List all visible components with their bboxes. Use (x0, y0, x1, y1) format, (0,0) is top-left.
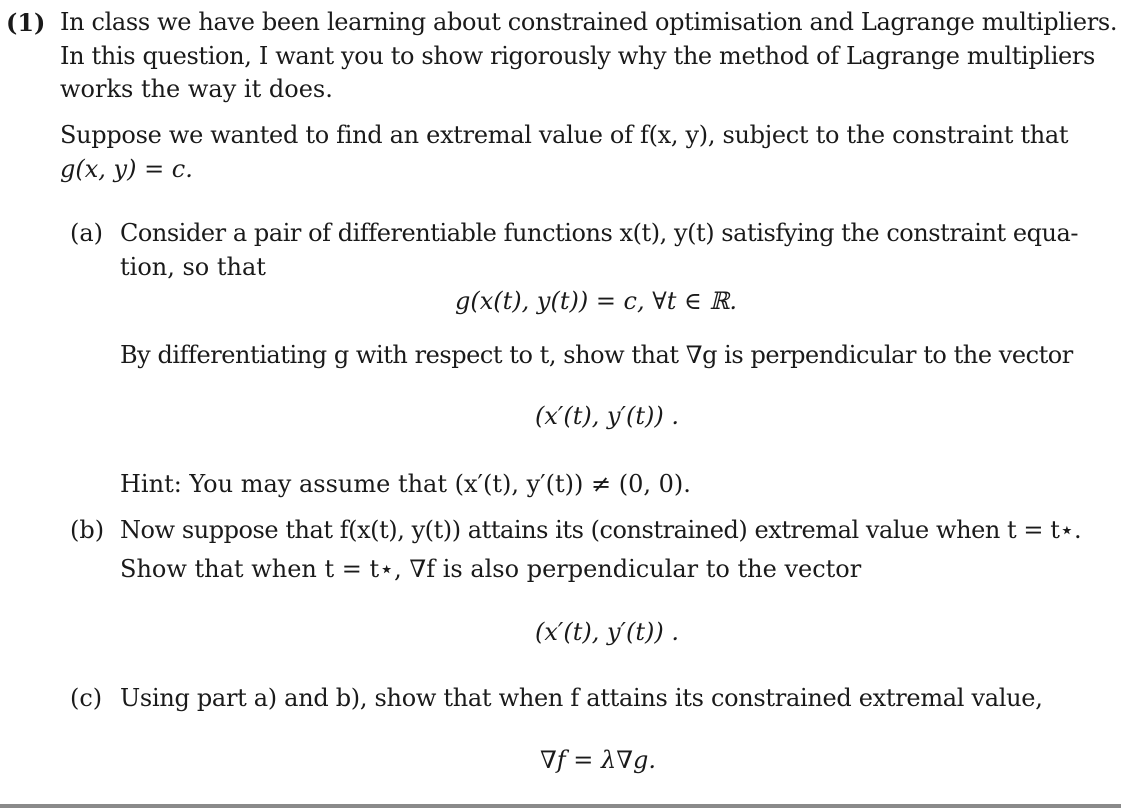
part-b-label: (b) (70, 516, 105, 544)
part-c-equation: ∇f = λ∇g. (540, 746, 656, 774)
part-a-body: By differentiating g with respect to t, show that ∇g is perpendicular to the vector (120, 341, 1073, 369)
part-b-vector: (x′(t), y′(t)) . (535, 618, 679, 646)
part-a-vector: (x′(t), y′(t)) . (535, 402, 679, 430)
part-a-hint: Hint: You may assume that (x′(t), y′(t)) ≠ (0, 0). (120, 470, 691, 498)
bottom-divider (0, 804, 1121, 808)
intro-line-3: works the way it does. (60, 75, 333, 103)
intro-line-1: In class we have been learning about constrained optimisation and Lagrange multipliers. (60, 8, 1118, 36)
question-number: (1) (6, 8, 46, 37)
setup-line-1: Suppose we wanted to find an extremal value of f(x, y), subject to the constraint that (60, 121, 1069, 149)
part-a-constraint-equation: g(x(t), y(t)) = c, ∀t ∈ ℝ. (455, 287, 737, 315)
part-a-label: (a) (70, 219, 104, 247)
part-b-line-1: Now suppose that f(x(t), y(t)) attains its (constrained) extremal value when t = t⋆. (120, 516, 1082, 544)
intro-line-2: In this question, I want you to show rigorously why the method of Lagrange multipliers (60, 42, 1095, 70)
part-c-line: Using part a) and b), show that when f attains its constrained extremal value, (120, 684, 1043, 712)
part-a-line-1: Consider a pair of differentiable functions x(t), y(t) satisfying the constraint equa- (120, 219, 1079, 247)
part-c-label: (c) (70, 684, 103, 712)
part-a-line-2: tion, so that (120, 253, 266, 281)
part-b-line-2: Show that when t = t⋆, ∇f is also perpendicular to the vector (120, 555, 862, 583)
setup-line-2: g(x, y) = c. (60, 155, 193, 183)
